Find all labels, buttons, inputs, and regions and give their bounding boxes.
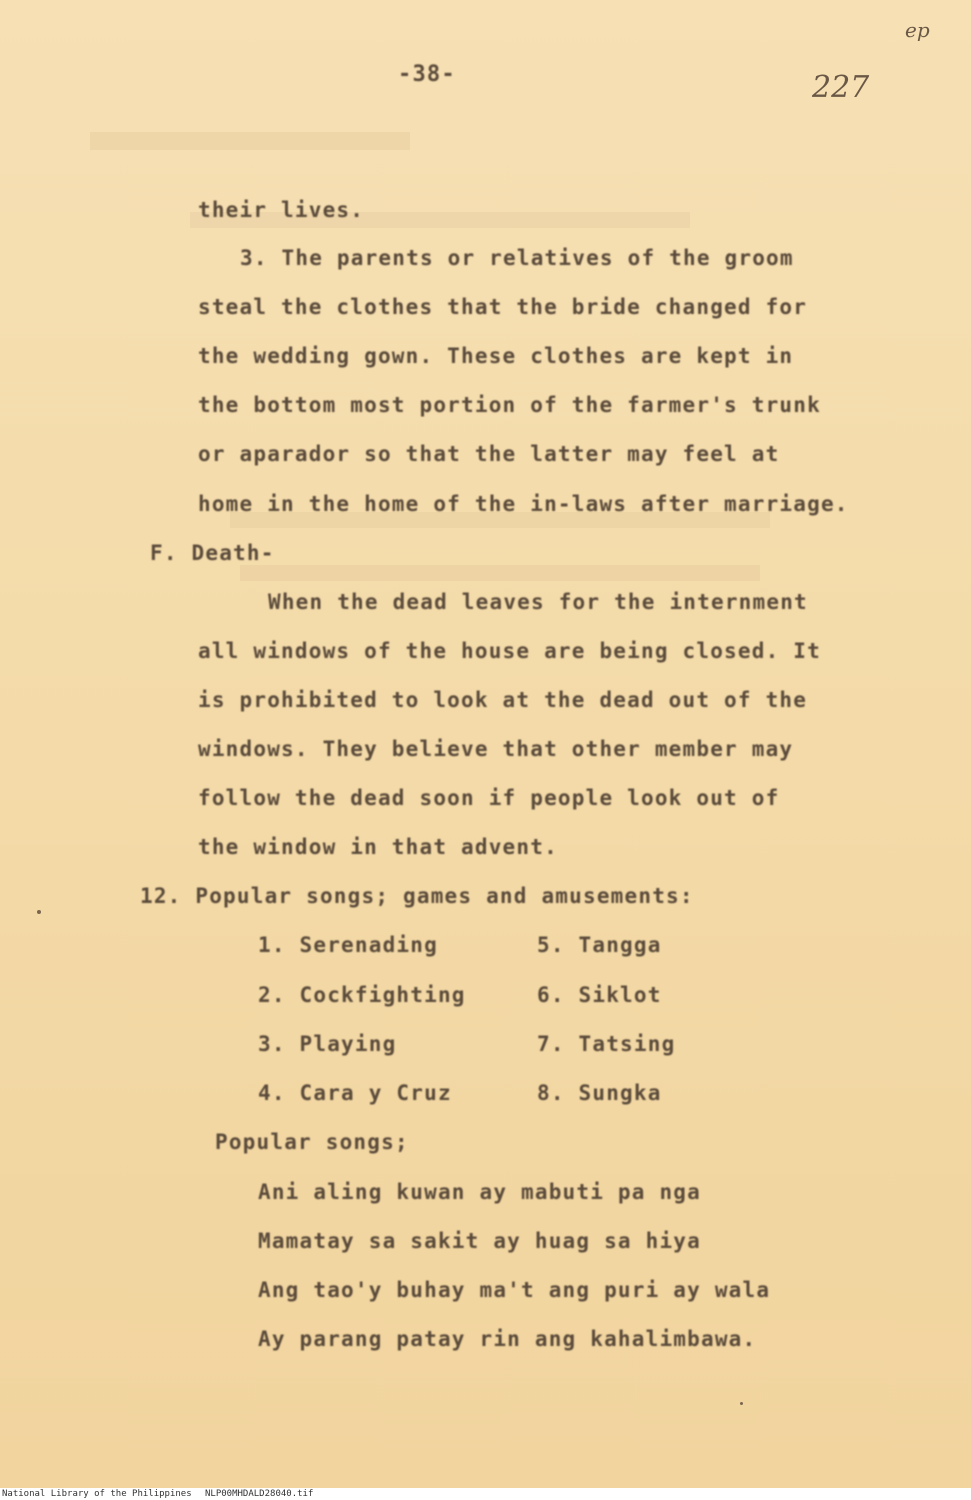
list-item: 8. Sungka [537,1081,662,1105]
list-item: 7. Tatsing [537,1032,676,1056]
list-item: 3. Playing [258,1032,397,1056]
scan-footer [0,1488,971,1500]
footer-filename: NLP00MHDALD28040.tif [205,1489,314,1499]
handwritten-folio-number: 227 [812,70,870,105]
text-line: is prohibited to look at the dead out of the [198,688,808,712]
text-line: 3. The parents or relatives of the groom [240,246,794,270]
text-line: the wedding gown. These clothes are kept in [198,344,794,368]
text-line: steal the clothes that the bride changed for [198,295,808,319]
song-line: Mamatay sa sakit ay huag sa hiya [258,1229,701,1253]
text-line: their lives. [198,198,365,222]
bleed-through-line [240,565,760,581]
text-line: all windows of the house are being closed. It [198,639,821,663]
list-item: 2. Cockfighting [258,983,466,1007]
subheading-popular-songs: Popular songs; [215,1130,409,1154]
text-line: follow the dead soon if people look out of [198,786,780,810]
section-heading-death: F. Death- [150,541,275,565]
section-heading-12: 12. Popular songs; games and amusements: [140,884,694,908]
bleed-through-line [90,132,410,150]
text-line: or aparador so that the latter may feel at [198,442,780,466]
song-line: Ani aling kuwan ay mabuti pa nga [258,1180,701,1204]
ink-speck [740,1402,743,1405]
text-line: home in the home of the in-laws after marriage. [198,492,849,516]
list-item: 1. Serenading [258,933,438,957]
footer-library: National Library of the Philippines [2,1489,192,1499]
text-line: the window in that advent. [198,835,558,859]
list-item: 4. Cara y Cruz [258,1081,452,1105]
text-line: the bottom most portion of the farmer's trunk [198,393,821,417]
page-number: -38- [398,62,456,87]
list-item: 6. Siklot [537,983,662,1007]
ink-speck [37,910,41,914]
text-line: When the dead leaves for the internment [268,590,808,614]
handwritten-mark: ep [905,18,930,42]
list-item: 5. Tangga [537,933,662,957]
song-line: Ay parang patay rin ang kahalimbawa. [258,1327,757,1351]
song-line: Ang tao'y buhay ma't ang puri ay wala [258,1278,771,1302]
text-line: windows. They believe that other member may [198,737,794,761]
